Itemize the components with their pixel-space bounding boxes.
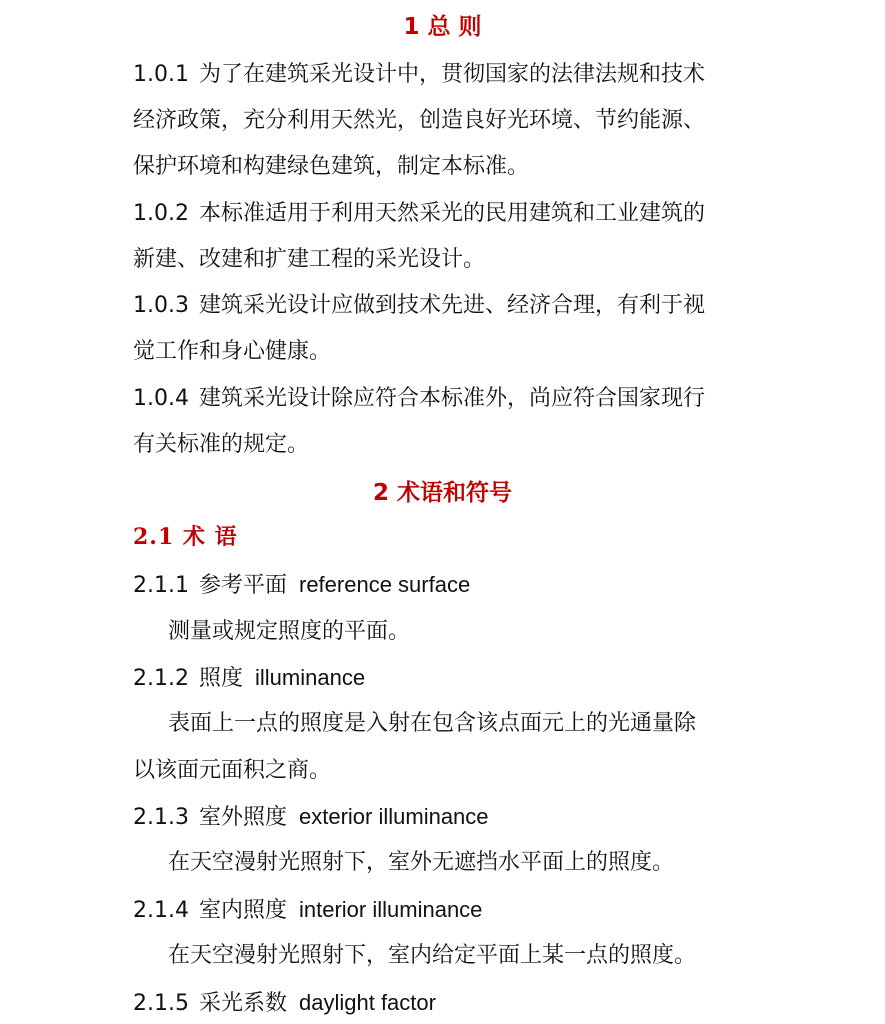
term-2-1-2-definition-line-2: 以该面元面积之商。	[133, 758, 332, 783]
term-2-1-1-heading	[133, 570, 470, 601]
term-cn: 照度	[198, 666, 243, 691]
clause-1-0-2-line-2: 新建、改建和扩建工程的采光设计。	[133, 247, 486, 272]
term-en: illuminance	[255, 665, 366, 690]
clause-text: 本标准适用于利用天然采光的民用建筑和工业建筑的	[198, 201, 705, 226]
term-2-1-2-heading	[133, 663, 365, 694]
clause-number: 1.0.2	[133, 201, 189, 226]
term-cn: 室内照度	[198, 898, 287, 923]
clause-text: 为了在建筑采光设计中，贯彻国家的法律法规和技术	[198, 62, 705, 87]
term-2-1-3-heading	[133, 802, 489, 833]
clause-1-0-2-line-1	[133, 199, 705, 229]
clause-1-0-3-line-1	[133, 291, 705, 321]
term-cn: 采光系数	[198, 991, 287, 1016]
clause-text: 建筑采光设计应做到技术先进、经济合理，有利于视	[198, 293, 705, 318]
clause-number: 1.0.1	[133, 62, 189, 87]
term-2-1-5-heading	[133, 988, 436, 1019]
term-2-1-1-definition: 测量或规定照度的平面。	[168, 619, 411, 644]
term-2-1-4-heading	[133, 895, 482, 926]
clause-1-0-1-line-1	[133, 60, 705, 90]
chapter-1-title: 1 总 则	[403, 14, 482, 40]
term-en: exterior illuminance	[299, 804, 489, 829]
term-number: 2.1.3	[133, 805, 189, 830]
chapter-2-title: 2 术语和符号	[372, 480, 512, 506]
term-en: daylight factor	[299, 990, 436, 1015]
clause-number: 1.0.3	[133, 293, 189, 318]
clause-1-0-3-line-2: 觉工作和身心健康。	[133, 339, 332, 364]
clause-text: 建筑采光设计除应符合本标准外，尚应符合国家现行	[198, 386, 705, 411]
term-number: 2.1.4	[133, 898, 189, 923]
clause-1-0-1-line-2: 经济政策，充分利用天然光，创造良好光环境、节约能源、	[133, 108, 706, 133]
term-cn: 室外照度	[198, 805, 287, 830]
term-en: reference surface	[299, 572, 471, 597]
term-2-1-3-definition: 在天空漫射光照射下，室外无遮挡水平面上的照度。	[168, 850, 675, 875]
term-number: 2.1.5	[133, 991, 189, 1016]
clause-number: 1.0.4	[133, 386, 189, 411]
section-2-1-title: 2.1 术 语	[133, 524, 238, 550]
term-2-1-2-definition-line-1: 表面上一点的照度是入射在包含该点面元上的光通量除	[168, 711, 697, 736]
clause-1-0-4-line-2: 有关标准的规定。	[133, 432, 310, 457]
clause-1-0-1-line-3: 保护环境和构建绿色建筑，制定本标准。	[133, 154, 530, 179]
clause-1-0-4-line-1	[133, 384, 705, 414]
term-cn: 参考平面	[198, 573, 287, 598]
term-number: 2.1.1	[133, 573, 189, 598]
term-number: 2.1.2	[133, 666, 189, 691]
term-2-1-4-definition: 在天空漫射光照射下，室内给定平面上某一点的照度。	[168, 943, 697, 968]
term-en: interior illuminance	[299, 897, 483, 922]
